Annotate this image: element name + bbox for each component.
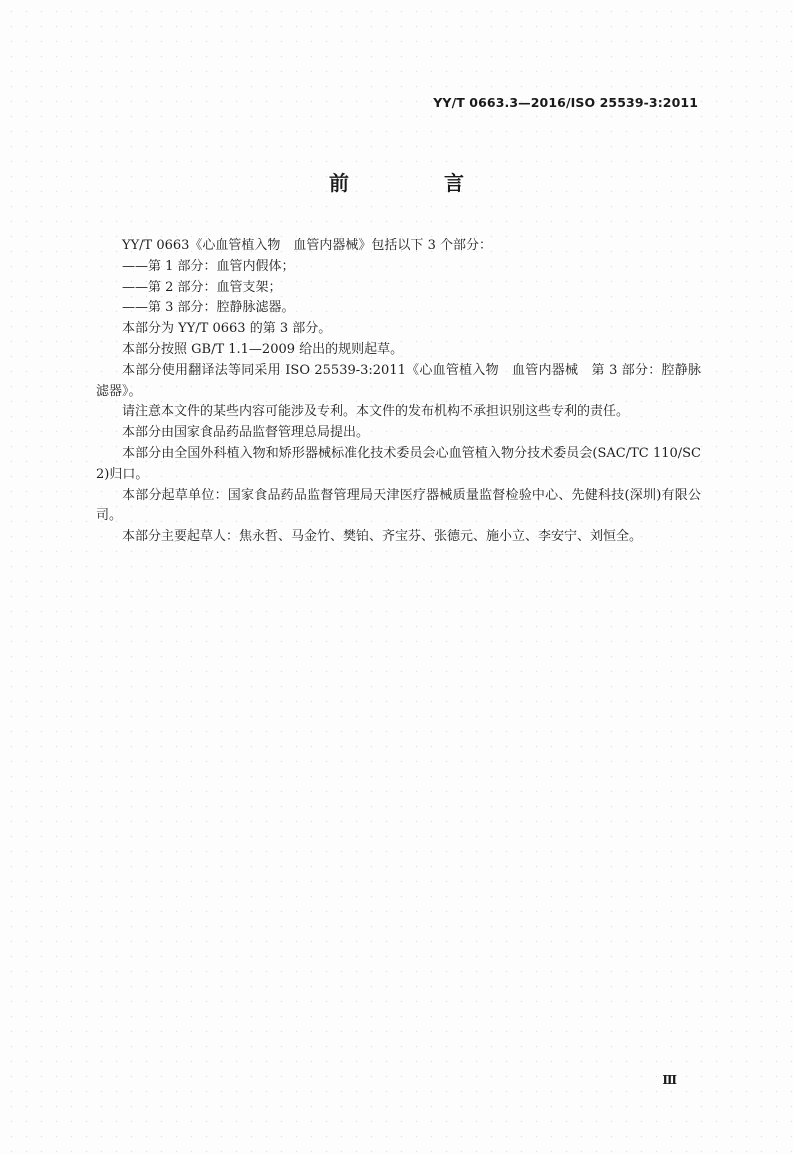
- paragraph-parts-intro: YY/T 0663《心血管植入物 血管内器械》包括以下 3 个部分：: [122, 238, 492, 253]
- paragraph-drafters: 本部分主要起草人：焦永哲、马金竹、樊铂、齐宝芬、张德元、施小立、李安宁、刘恒全。: [122, 529, 643, 545]
- page-number: Ⅲ: [662, 1073, 677, 1087]
- paragraph-this-part: 本部分为 YY/T 0663 的第 3 部分。: [122, 321, 332, 337]
- paragraph-centralized-by: 本部分由全国外科植入物和矫形器械标准化技术委员会心血管植入物分技术委员会(SAC/TC 110/SC 2)归口。: [96, 445, 701, 482]
- paragraph-drafting-rules: 本部分按照 GB/T 1.1—2009 给出的规则起草。: [122, 341, 404, 357]
- paragraph-drafting-units: 本部分起草单位：国家食品药品监督管理局天津医疗器械质量监督检验中心、先健科技(深圳)有限公司。: [96, 487, 701, 524]
- standard-identifier: YY/T 0663.3—2016/ISO 25539-3:2011: [433, 95, 698, 110]
- paragraph-part-1: ——第 1 部分：血管内假体；: [122, 258, 295, 274]
- paragraph-part-3: ——第 3 部分：腔静脉滤器。: [122, 300, 295, 316]
- paragraph-part-2: ——第 2 部分：血管支架；: [122, 279, 282, 295]
- paragraph-proposed-by: 本部分由国家食品药品监督管理总局提出。: [122, 425, 370, 441]
- paragraph-translation: 本部分使用翻译法等同采用 ISO 25539-3:2011《心血管植入物 血管内器械 第 3 部分：腔静脉滤器》。: [96, 362, 701, 399]
- foreword-body: [96, 236, 701, 548]
- paragraph-patent-notice: 请注意本文件的某些内容可能涉及专利。本文件的发布机构不承担识别这些专利的责任。: [122, 404, 630, 420]
- page-title: 前 言: [329, 171, 508, 195]
